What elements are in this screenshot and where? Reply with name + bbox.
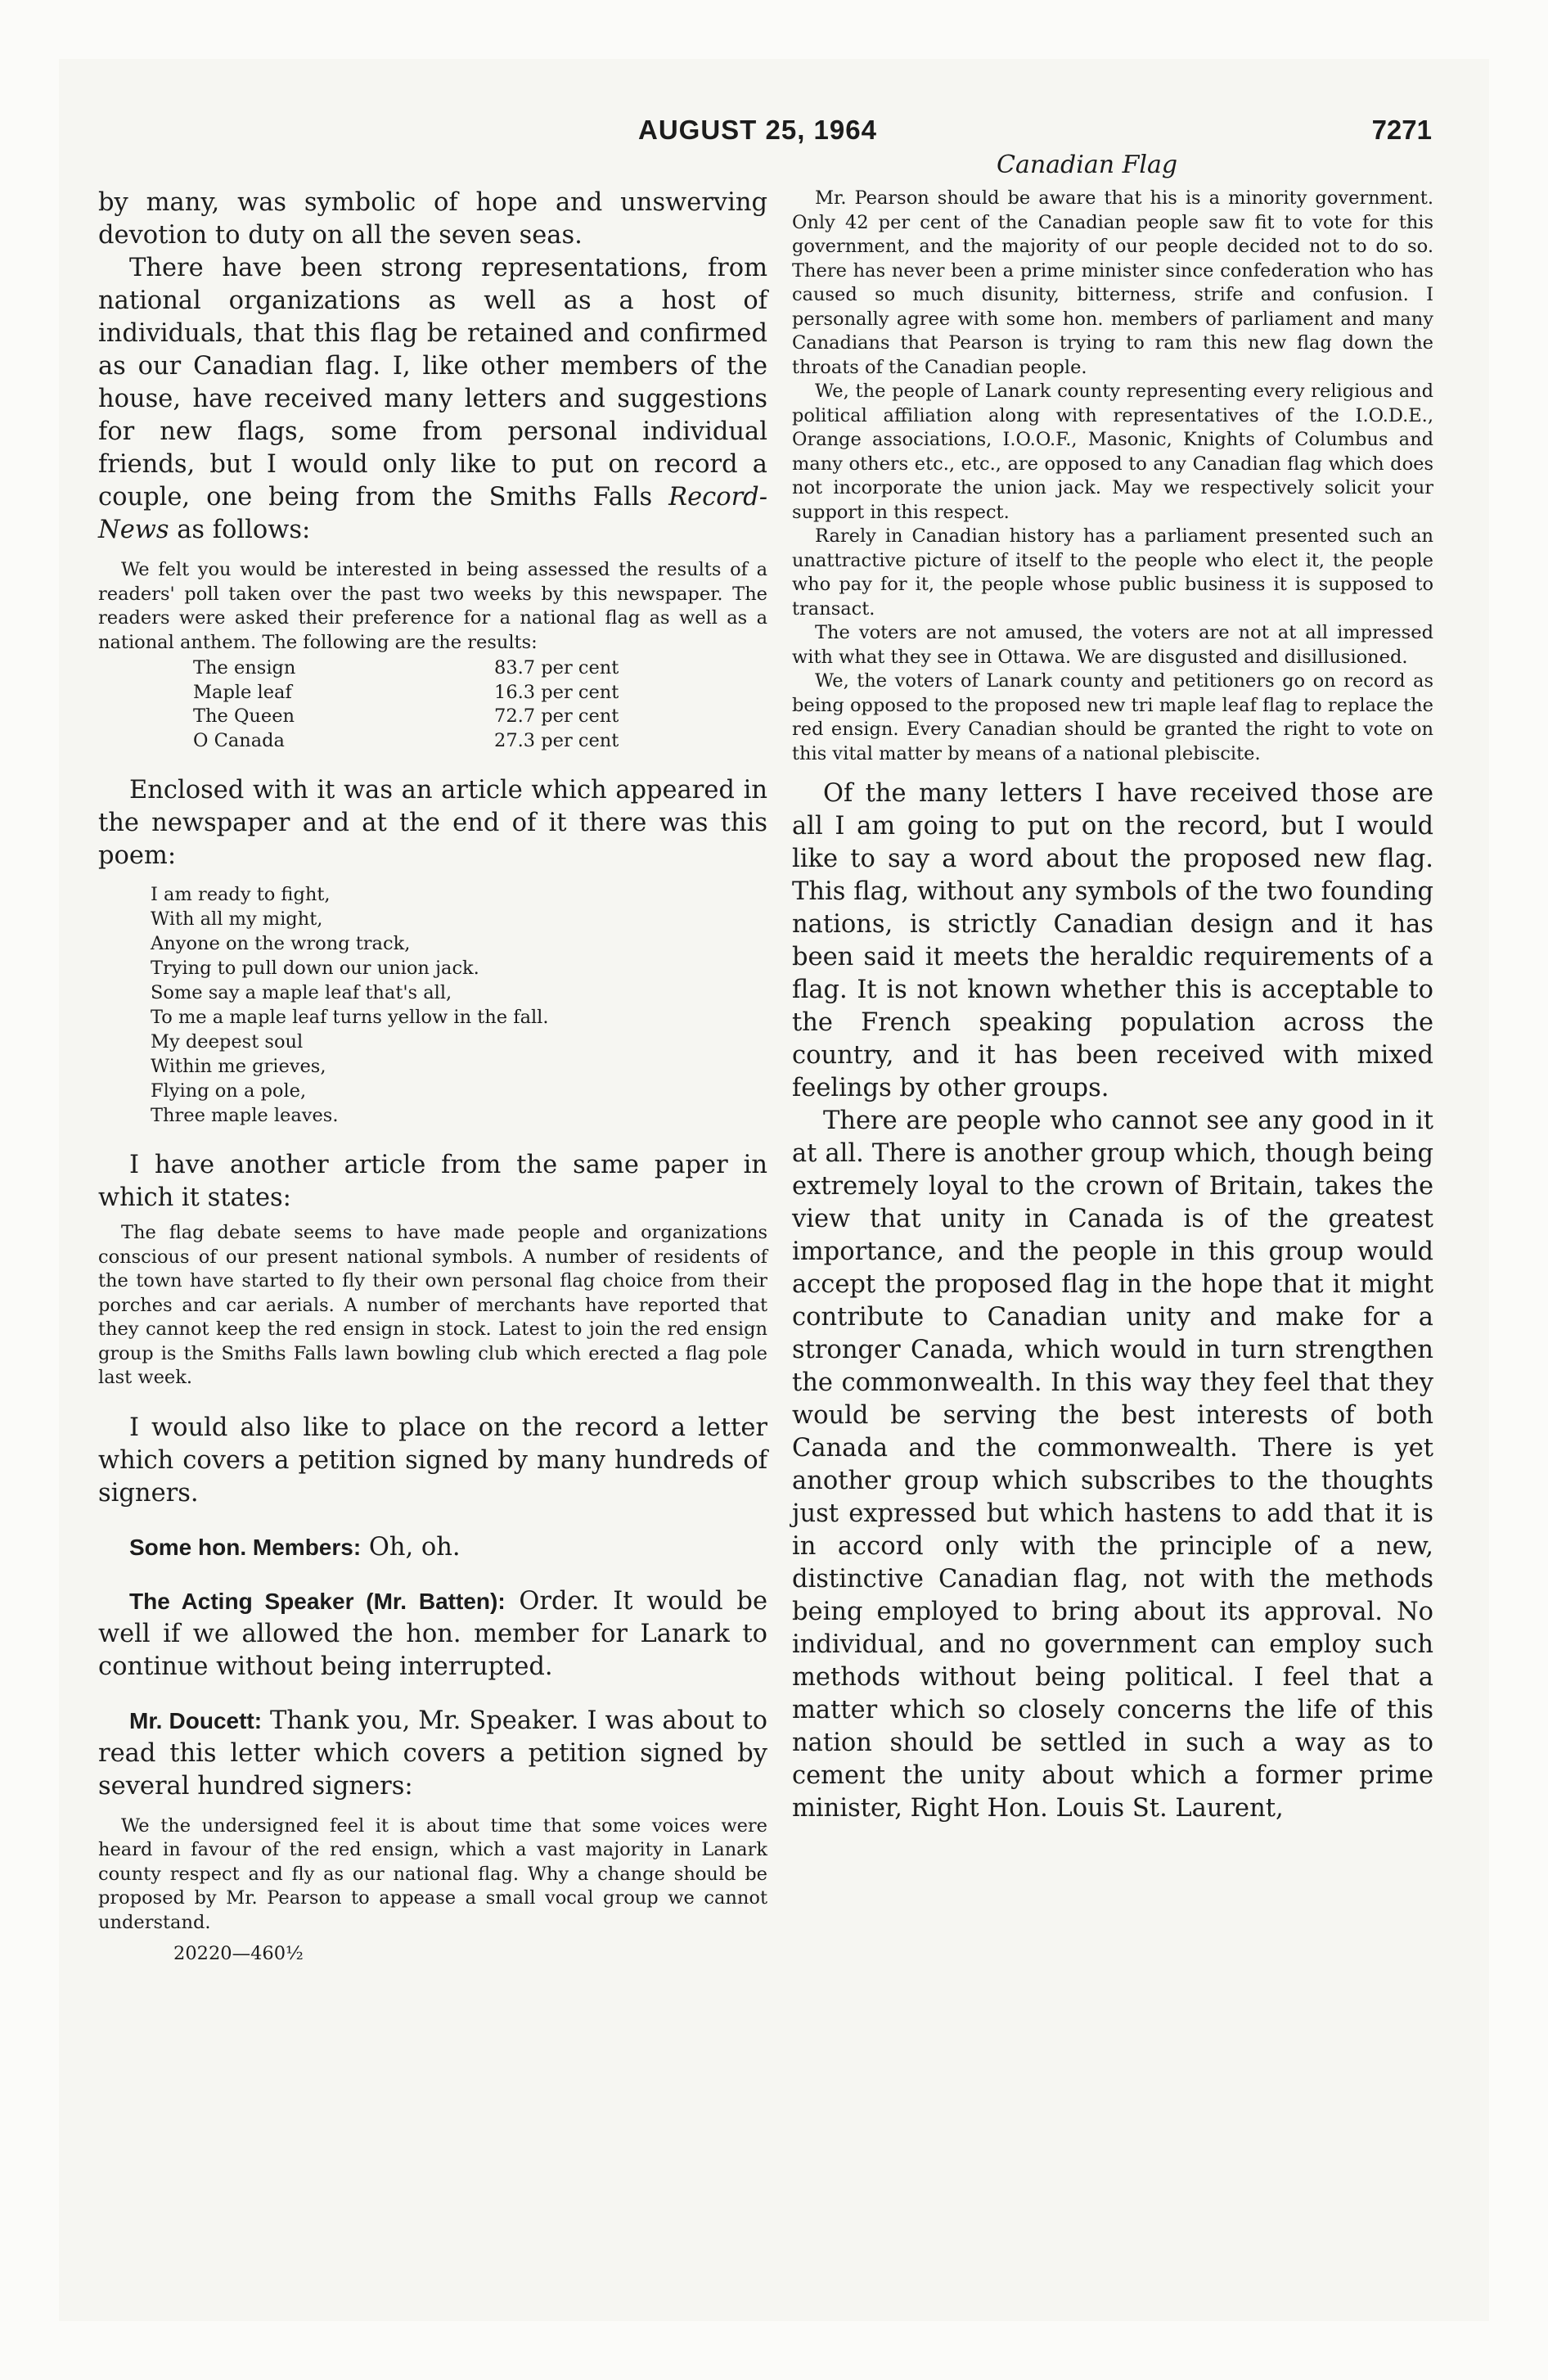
table-row: Maple leaf 16.3 per cent [193,681,619,703]
paragraph: Of the many letters I have received those are all I am going to put on the record, but I would like to say a word about the proposed new flag. This flag, without any symbols of the two founding nations, is strictly Canadian design and it has been said it meets the heraldic requirements of a flag. It is not known whether this is acceptable to the French speaking population across the country, and it has been received with mixed feelings by other groups. [792,779,1433,1102]
quoted-petition: We the undersigned feel it is about time that some voices were heard in favour of the red ensign, which a vast majority in Lanark county respect and fly as our national flag. Why a change should be proposed by Mr. Pearson to appease a small vocal group we cannot understand. [98,1814,767,1933]
left-column [98,187,767,1964]
quoted-petition: The voters are not amused, the voters are not at all impressed with what they see in Ottawa. We are disgusted and disillusioned. [792,622,1433,668]
member-statement: Mr. Doucett: Thank you, Mr. Speaker. I was about to read this letter which covers a petition signed by several hundred signers: [98,1706,767,1801]
speaker-name: The Acting Speaker (Mr. Batten): [129,1588,506,1614]
speaker-name: Mr. Doucett: [129,1707,263,1733]
table-row: O Canada 27.3 per cent [193,729,619,751]
document-id: 20220—460½ [173,1943,304,1964]
poem-line: Some say a maple leaf that's all, [151,982,452,1003]
poll-results-table [193,656,619,753]
page-number: 7271 [1371,115,1432,145]
poem-line: Three maple leaves. [151,1105,339,1126]
paragraph: Enclosed with it was an article which appeared in the newspaper and at the end of it there was this poem: [98,776,767,870]
table-row: The Queen 72.7 per cent [193,705,619,727]
poem-line: Anyone on the wrong track, [151,933,411,954]
poem-line: Trying to pull down our union jack. [151,958,479,979]
paragraph: There are people who cannot see any good in it at all. There is another group which, though being extremely loyal to the crown of Britain, takes the view that unity in Canada is of the greatest importance, and the people in this group would accept the proposed flag in the hope that it might contribute to Canadian unity and make for a stronger Canada, which would in turn strengthen the commonwealth. In this way they feel that they would be serving the best interests of both Canada and the commonwealth. There is yet another group which subscribes to the thoughts just expressed but which hastens to add that it is in accord only with the principle of a new, distinctive Canadian flag, not with the methods being employed to bring about its approval. No individual, and no government can employ such methods without being political. I feel that a matter which so closely concerns the life of this nation should be settled in such a way as to cement the unity about which a former prime minister, Right Hon. Louis St. Laurent, [792,1107,1433,1823]
quoted-petition: Rarely in Canadian history has a parliament presented such an unattractive picture of itself to the people who elect it, the people who pay for it, the people whose public business it is supposed to transact. [792,525,1433,620]
paragraph: I would also like to place on the record a letter which covers a petition signed by many hundreds of signers. [98,1413,767,1508]
subject-heading: Canadian Flag [997,151,1178,179]
poem-line: I am ready to fight, [151,884,331,905]
paragraph: by many, was symbolic of hope and unswerving devotion to duty on all the seven seas. [98,188,767,250]
poem [98,882,767,1128]
quoted-petition: We, the voters of Lanark county and petitioners go on record as being opposed to the proposed new tri maple leaf flag to replace the red ensign. Every Canadian should be granted the right to vote on this vital matter by means of a national plebiscite. [792,670,1433,764]
quoted-petition: We, the people of Lanark county representing every religious and political affiliation along with representatives of the I.O.D.E., Orange associations, I.O.O.F., Masonic, Knights of Columbus and many others etc., etc., are opposed to any Canadian flag which does not incorporate the union jack. May we respectively solicit your support in this respect. [792,381,1433,523]
quoted-petition: Mr. Pearson should be aware that his is a minority government. Only 42 per cent of the Canadian people saw fit to vote for this government, and the majority of our people decided not to do so. There has never been a prime minister since confederation who has caused so much disunity, bitterness, strife and confusion. I personally agree with some hon. members of parliament and many Canadians that Pearson is trying to ram this new flag down the throats of the Canadian people. [792,187,1433,378]
poem-line: My deepest soul [151,1031,304,1053]
poem-line: With all my might, [151,908,323,930]
header-date: AUGUST 25, 1964 [638,115,877,145]
table-row: The ensign 83.7 per cent [193,657,619,678]
newspaper-name: Record-News [98,483,767,544]
right-column [792,187,1433,1825]
chair-statement: The Acting Speaker (Mr. Batten): Order. It would be well if we allowed the hon. member for Lanark to continue without being interrupted. [98,1586,767,1681]
quoted-article: The flag debate seems to have made people and organizations conscious of our present national symbols. A number of residents of the town have started to fly their own personal flag choice from their porches and car aerials. A number of merchants have reported that they cannot keep the red ensign in stock. Latest to join the red ensign group is the Smiths Falls lawn bowling club which erected a flag pole last week. [98,1222,767,1388]
paragraph: There have been strong representations, from national organizations as well as a host of individuals, that this flag be retained and confirmed as our Canadian flag. I, like other members of the house, have received many letters and suggestions for new flags, some from personal individual friends, but I would only like to put on record a couple, one being from the Smiths Falls Record-News as follows: [98,254,767,544]
speaker-name: Some hon. Members: [129,1534,362,1560]
paragraph: I have another article from the same paper in which it states: [98,1151,767,1212]
interjection: Some hon. Members: Oh, oh. [129,1532,461,1562]
quoted-letter: We felt you would be interested in being assessed the results of a readers' poll taken over the past two weeks by this newspaper. The readers were asked their preference for a national flag as well as a national anthem. The following are the results: [98,559,767,653]
poem-line: To me a maple leaf turns yellow in the fall. [151,1007,549,1028]
running-header [106,115,1432,147]
poem-line: Within me grieves, [151,1056,326,1077]
poem-line: Flying on a pole, [151,1080,307,1102]
